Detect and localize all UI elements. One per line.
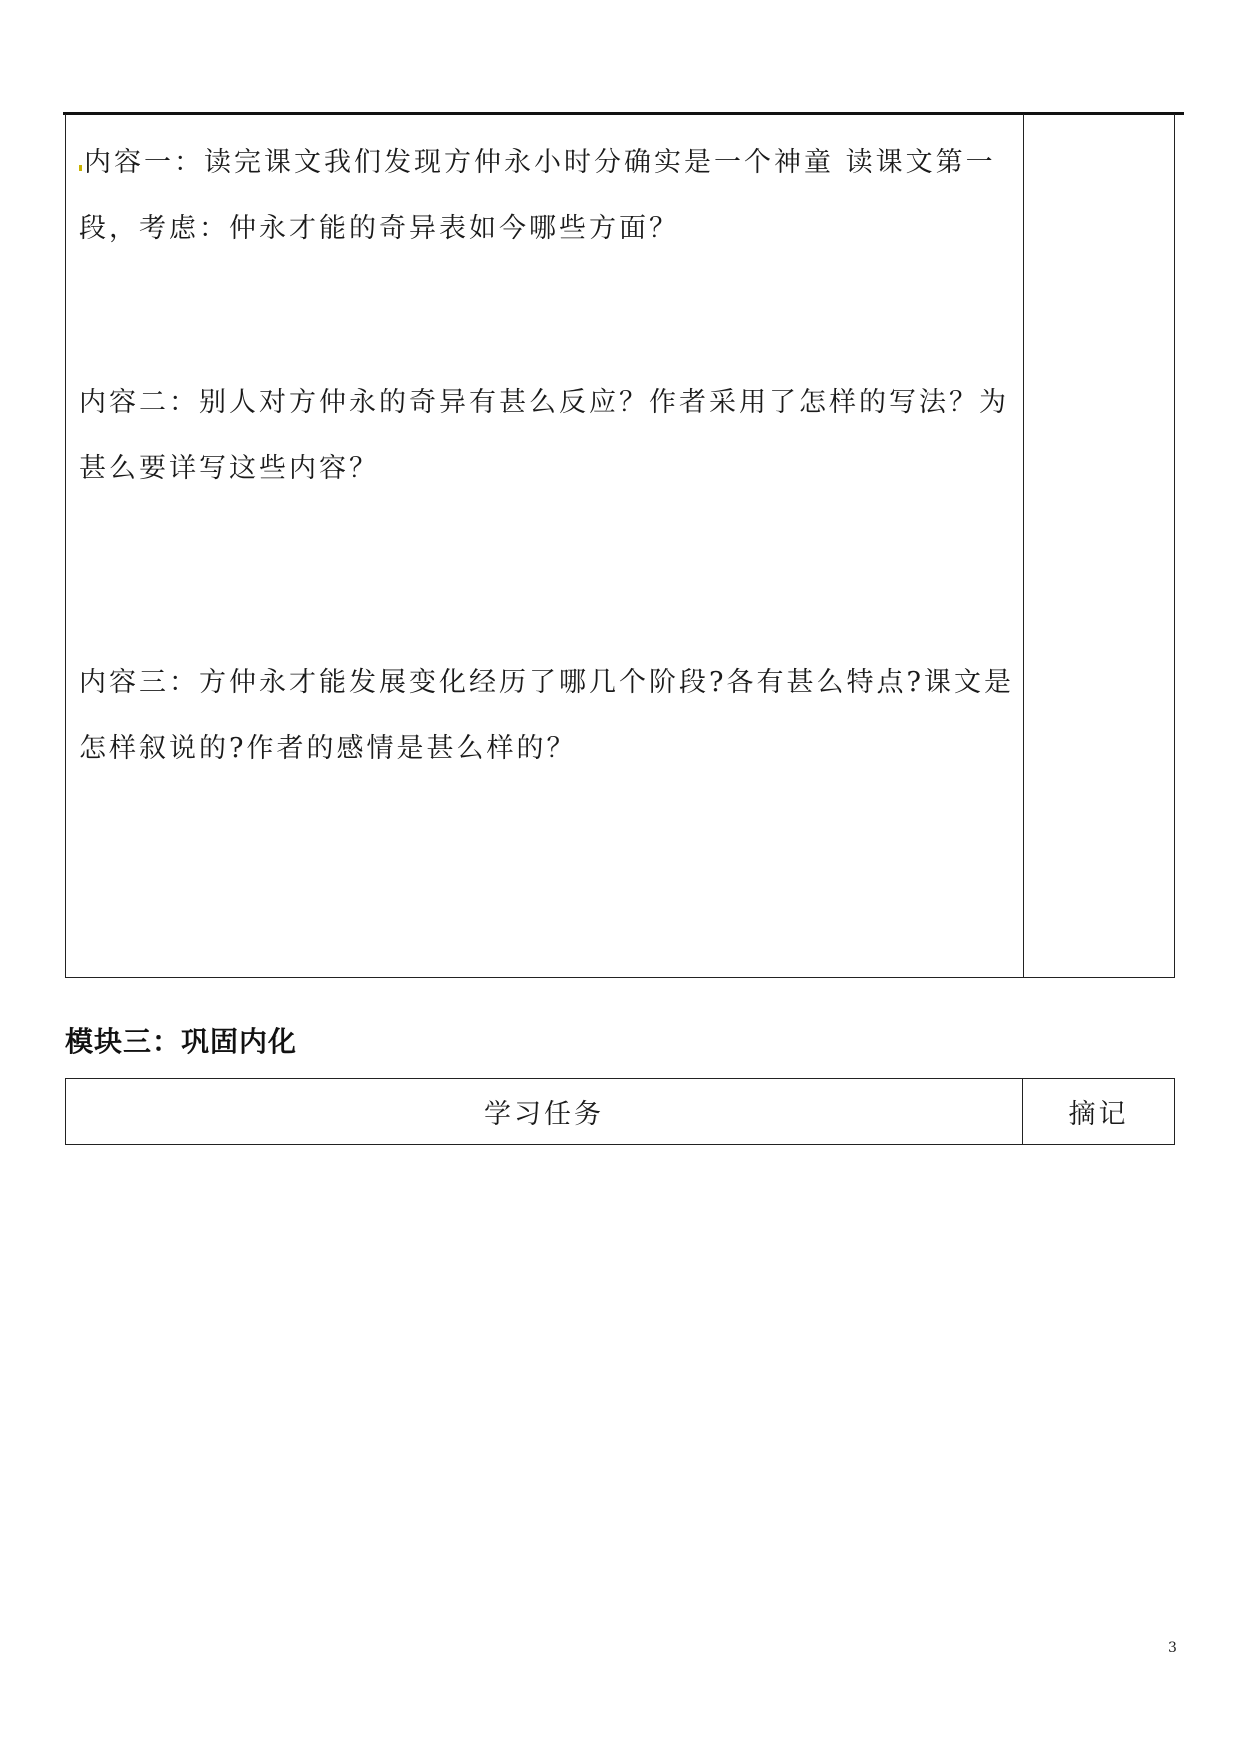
module-three-table [65, 1078, 1175, 1145]
page-number: 3 [1168, 1640, 1177, 1656]
content-item-3 [79, 650, 1024, 782]
content-table [65, 114, 1175, 978]
module-three-heading: 模块三：巩固内化 [65, 1025, 298, 1058]
content-item-2-line-1: 内容二：别人对方仲永的奇异有甚么反应？作者采用了怎样的写法？为 [79, 387, 1009, 418]
content-item-1-line-1: 内容一：读完课文我们发现方仲永小时分确实是一个神童 读课文第一 [79, 130, 1024, 196]
content-item-3-line-2: 怎样叙说的?作者的感情是甚么样的？ [79, 733, 577, 764]
notes-header: 摘记 [1068, 1099, 1129, 1130]
learning-task-header: 学习任务 [66, 1079, 1023, 1144]
content-item-3-line-1: 内容三：方仲永才能发展变化经历了哪几个阶段?各有甚么特点?课文是 [79, 667, 1014, 698]
content-item-2 [79, 370, 1024, 502]
content-item-1-line-2: 段，考虑：仲永才能的奇异表如今哪些方面？ [79, 213, 679, 244]
edit-mark [79, 165, 82, 171]
content-item-1 [79, 130, 1024, 262]
content-item-2-line-2: 甚么要详写这些内容？ [79, 453, 379, 484]
